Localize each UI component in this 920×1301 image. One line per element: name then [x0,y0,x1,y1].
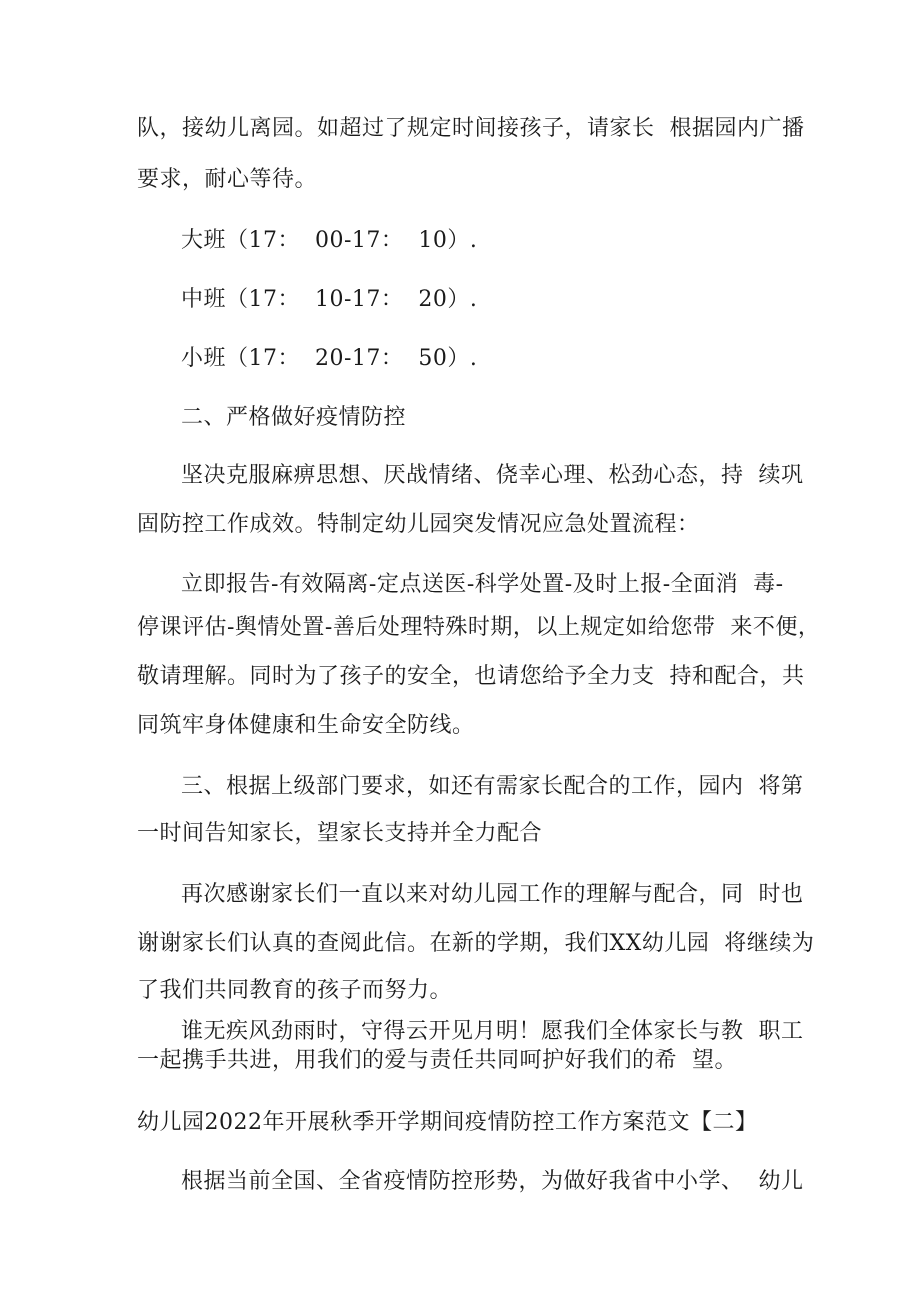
paragraph-line: 同筑牢身体健康和生命安全防线。 [137,713,475,738]
paragraph-line: 一起携手共进，用我们的爱与责任共同呵护好我们的希 望。 [137,1048,737,1073]
paragraph-line: 要求，耐心等待。 [137,167,318,192]
schedule-line-large-class: 大班（17： 00-17： 10）. [181,228,478,253]
paragraph-line: 三、根据上级部门要求，如还有需家长配合的工作，园内 将第 [181,774,804,799]
paragraph-line: 再次感谢家长们一直以来对幼儿园工作的理解与配合，同 时也 [181,882,804,907]
paragraph-line: 坚决克服麻痹思想、厌战情绪、侥幸心理、松劲心态，持 续巩 [181,463,804,488]
paragraph-line: 了我们共同教育的孩子而努力。 [137,978,453,1003]
section-heading: 二、严格做好疫情防控 [181,405,407,430]
paragraph-line: 敬请理解。同时为了孩子的安全，也请您给予全力支 持和配合，共 [137,664,805,689]
paragraph-line: 一时间告知家长，望家长支持并全力配合 [137,821,543,846]
paragraph-line: 谢谢家长们认真的查阅此信。在新的学期，我们XX幼儿园 将继续为 [137,931,815,956]
paragraph-line: 队，接幼儿离园。如超过了规定时间接孩子，请家长 根据园内广播 [137,116,805,141]
article-title: 幼儿园2022年开展秋季开学期间疫情防控工作方案范文【二】 [137,1110,758,1135]
paragraph-line: 根据当前全国、全省疫情防控形势，为做好我省中小学、 幼儿 [181,1169,804,1194]
paragraph-line: 立即报告-有效隔离-定点送医-科学处置-及时上报-全面消 毒- [181,572,784,597]
schedule-line-middle-class: 中班（17： 10-17： 20）. [181,287,478,312]
paragraph-line: 固防控工作成效。特制定幼儿园突发情况应急处置流程： [137,512,700,537]
schedule-line-small-class: 小班（17： 20-17： 50）. [181,346,478,371]
paragraph-line: 谁无疾风劲雨时，守得云开见月明！愿我们全体家长与教 职工 [181,1019,804,1044]
paragraph-line: 停课评估-舆情处置-善后处理特殊时期，以上规定如给您带 来不便， [137,615,821,640]
